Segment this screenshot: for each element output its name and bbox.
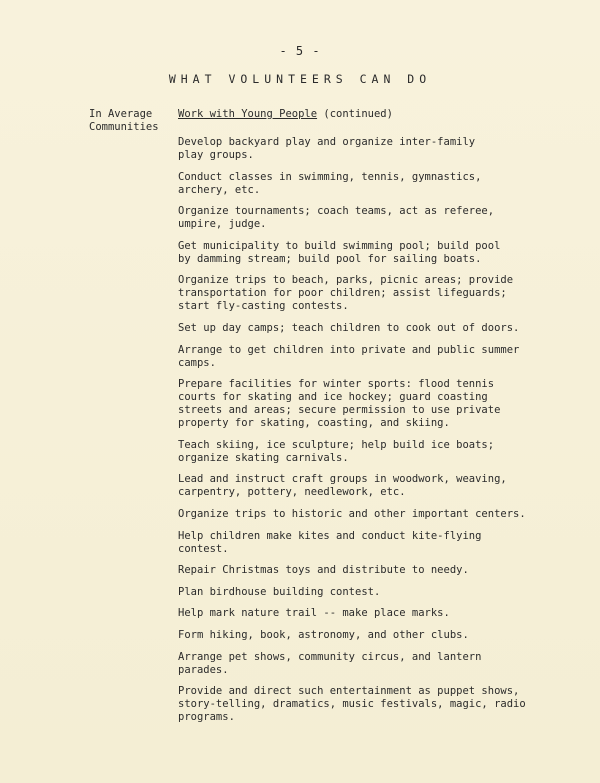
list-item: Provide and direct such entertainment as puppet shows, story-telling, dramatics, music festivals, magic, radio programs. xyxy=(178,685,526,724)
section-heading xyxy=(178,108,393,121)
list-item: Teach skiing, ice sculpture; help build ice boats; organize skating carnivals. xyxy=(178,438,495,464)
list-item: Prepare facilities for winter sports: flood tennis courts for skating and ice hockey; guard coasting streets and areas; secure permission to use private property for skating, coasting, and skiing. xyxy=(178,378,501,430)
list-item: Organize trips to beach, parks, picnic areas; provide transportation for poor children; assist lifeguards; start fly-casting contests. xyxy=(178,274,514,313)
section-heading-text: Work with Young People xyxy=(178,108,318,120)
activity-list xyxy=(178,136,538,733)
list-item: Lead and instruct craft groups in woodwork, weaving, carpentry, pottery, needlework, etc. xyxy=(178,473,507,499)
page-title: WHAT VOLUNTEERS CAN DO xyxy=(168,72,432,86)
list-item: Arrange pet shows, community circus, and lantern parades. xyxy=(178,650,482,676)
section-heading-suffix: (continued) xyxy=(317,108,393,120)
list-item: Conduct classes in swimming, tennis, gymnastics, archery, etc. xyxy=(178,170,482,196)
list-item: Help mark nature trail -- make place marks. xyxy=(178,607,450,620)
list-item: Form hiking, book, astronomy, and other clubs. xyxy=(178,628,469,641)
list-item: Plan birdhouse building contest. xyxy=(178,585,381,598)
list-item: Repair Christmas toys and distribute to needy. xyxy=(178,564,469,577)
list-item: Arrange to get children into private and public summer camps. xyxy=(178,343,520,369)
list-item: Organize trips to historic and other important centers. xyxy=(178,507,526,520)
side-label: In Average Communities xyxy=(89,108,159,133)
list-item: Get municipality to build swimming pool; build pool by damming stream; build pool for sailing boats. xyxy=(178,239,501,265)
page-number: - 5 - xyxy=(279,44,321,58)
list-item: Develop backyard play and organize inter-family play groups. xyxy=(178,136,476,161)
list-item: Set up day camps; teach children to cook out of doors. xyxy=(178,321,520,334)
list-item: Organize tournaments; coach teams, act as referee, umpire, judge. xyxy=(178,205,495,231)
list-item: Help children make kites and conduct kite-flying contest. xyxy=(178,529,482,555)
